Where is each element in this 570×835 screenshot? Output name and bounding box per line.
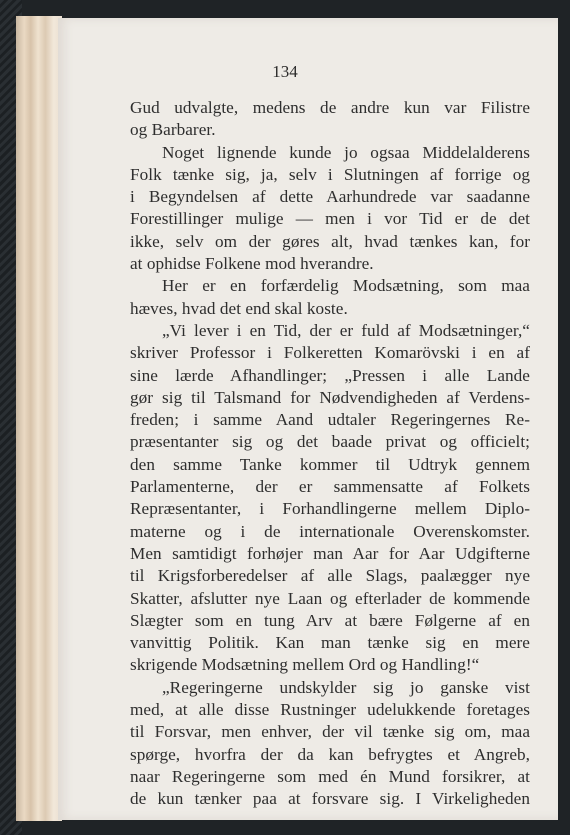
text-line: til Forsvar, men enhver, der vil tænke sig om, maa: [130, 722, 530, 742]
text-line: Parlamenterne, der er sammensatte af Folkets: [130, 477, 530, 497]
text-line: Men samtidigt forhøjer man Aar for Aar Udgifterne: [130, 543, 530, 563]
text-line: Noget lignende kunde jo ogsaa Middelalderens: [162, 142, 530, 162]
text-line: Gud udvalgte, medens de andre kun var Filistre: [130, 98, 530, 117]
text-line: skriver Professor i Folkeretten Komarövski i en af: [130, 343, 530, 363]
text-line: „Regeringerne undskylder sig jo ganske vist: [162, 677, 530, 697]
text-line: at ophidse Folkene mod hverandre.: [130, 254, 374, 274]
text-line: vanvittig Politik. Kan man tænke sig en mere: [130, 633, 530, 653]
text-line: „Vi lever i en Tid, der er fuld af Modsætninger,“: [162, 320, 530, 340]
text-line: med, at alle disse Rustninger udelukkende foretages: [130, 700, 530, 720]
text-line: den samme Tanke kommer til Udtryk gennem: [130, 454, 530, 474]
page-number: 134: [272, 62, 298, 81]
text-line: Slægter som en tung Arv at bære Følgerne af en: [130, 610, 530, 630]
text-line: sine lærde Afhandlinger; „Pressen i alle Lande: [130, 365, 530, 385]
text-line: Her er en forfærdelig Modsætning, som maa: [162, 276, 530, 296]
page-edges: [16, 16, 62, 821]
text-line: præsentanter sig og det baade privat og officielt;: [130, 432, 530, 452]
text-line: de kun tænker paa at forsvare sig. I Virkeligheden: [130, 789, 530, 809]
text-line: Repræsentanter, i Forhandlingerne mellem Diplo-: [130, 499, 530, 519]
text-line: skrigende Modsætning mellem Ord og Handling!“: [130, 655, 480, 675]
text-line: freden; i samme Aand udtaler Regeringernes Re-: [130, 410, 530, 430]
text-line: til Krigsforberedelser af alle Slags, paalægger nye: [130, 566, 530, 586]
text-line: Forestillinger mulige — men i vor Tid er de det: [130, 209, 530, 229]
text-line: spørge, hvorfra der da kan befrygtes et Angreb,: [130, 744, 530, 764]
text-line: i Begyndelsen af dette Aarhundrede var saadanne: [130, 187, 530, 207]
text-line: Folk tænke sig, ja, selv i Slutningen af forrige og: [130, 164, 530, 184]
text-line: og Barbarer.: [130, 120, 216, 140]
text-line: ikke, selv om der gøres alt, hvad tænkes kan, for: [130, 231, 530, 251]
text-line: gør sig til Talsmand for Nødvendigheden af Verdens-: [130, 387, 530, 407]
body-text: [130, 97, 530, 811]
text-line: naar Regeringerne som med én Mund forsikrer, at: [130, 766, 530, 786]
text-line: materne og i de internationale Overenskomster.: [130, 521, 530, 541]
text-line: Skatter, afslutter nye Laan og efterlader de kommende: [130, 588, 530, 608]
text-line: hæves, hvad det end skal koste.: [130, 298, 348, 318]
